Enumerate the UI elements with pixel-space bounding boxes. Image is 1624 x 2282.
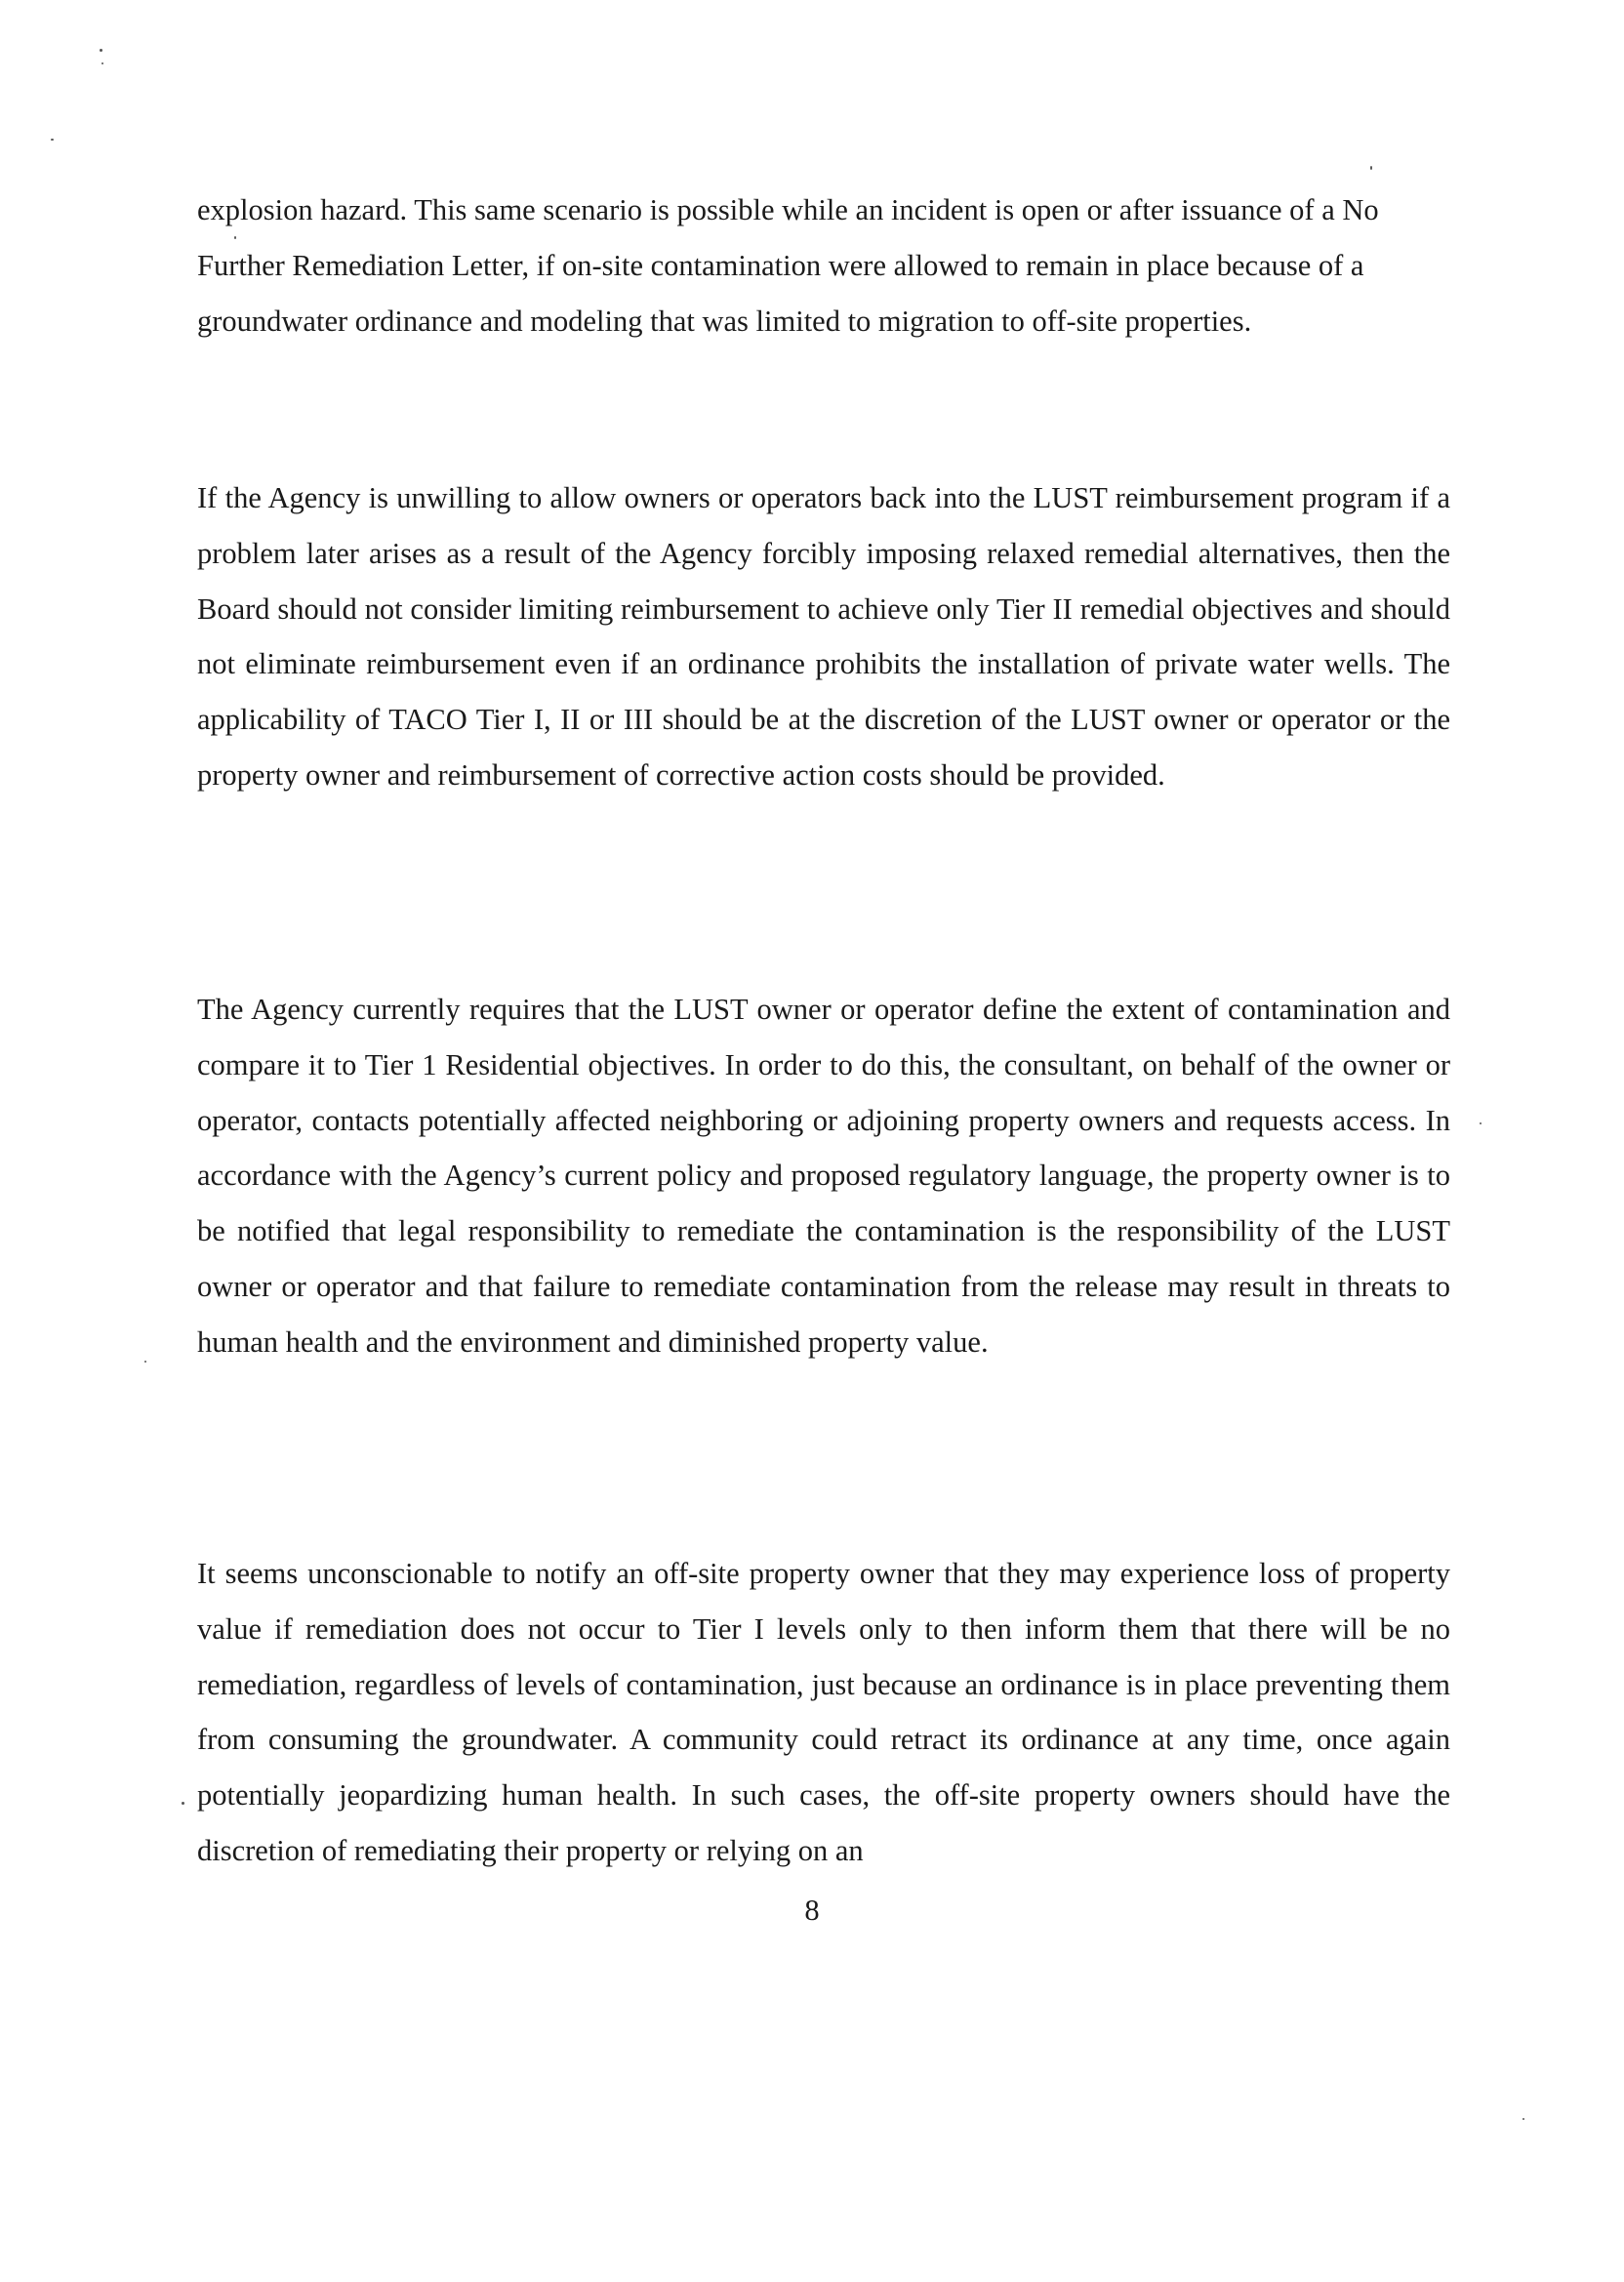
paragraph-off-site-owners: It seems unconscionable to notify an off-site property owner that they may experience loss of property value if remediation does not occur to Tier I levels only to then inform them that there will be no remediation, regardless of levels of contamination, just because an ordinance is in place preventing them from consuming the groundwater. A community could retract its ordinance at any time, once again potentially jeopardizing human health. In such cases, the off-site property owners should have the discretion of remediating their property or relying on an <box>197 1557 1450 1867</box>
scan-speck <box>182 1802 184 1805</box>
paragraph-explosion-hazard: explosion hazard. This same scenario is possible while an incident is open or after issuance of a No Further Remediation Letter, if on-site contamination were allowed to remain in place because of a groundwater ordinance and modeling that was limited to migration to off-site properties. <box>197 193 1379 338</box>
scan-speck <box>51 139 54 141</box>
scan-speck <box>1522 2118 1524 2120</box>
paragraph-agency-reimbursement: If the Agency is unwilling to allow owners or operators back into the LUST reimbursement program if a problem later arises as a result of the Agency forcibly imposing relaxed remedial alternatives, then the Board should not consider limiting reimbursement to achieve only Tier II remedial objectives and should not eliminate reimbursement even if an ordinance prohibits the installation of private water wells. The applicability of TACO Tier I, II or III should be at the discretion of the LUST owner or operator or the property owner and reimbursement of corrective action costs should be provided. <box>197 481 1450 792</box>
page-number: 8 <box>804 1894 820 1927</box>
scan-speck <box>234 236 236 239</box>
scan-speck <box>144 1361 146 1363</box>
scan-speck <box>1480 1122 1482 1124</box>
scan-speck <box>102 62 103 64</box>
scan-speck <box>100 49 102 52</box>
paragraph-agency-requirements: The Agency currently requires that the LUST owner or operator define the extent of contamination and compare it to Tier 1 Residential objectives. In order to do this, the consultant, on behalf of the owner or operator, contacts potentially affected neighboring or adjoining property owners and requests access. In accordance with the Agency’s current policy and proposed regulatory language, the property owner is to be notified that legal responsibility to remediate the contamination is the responsibility of the LUST owner or operator and that failure to remediate contamination from the release may result in threats to human health and the environment and diminished property value. <box>197 993 1450 1359</box>
scan-speck <box>1370 166 1372 170</box>
